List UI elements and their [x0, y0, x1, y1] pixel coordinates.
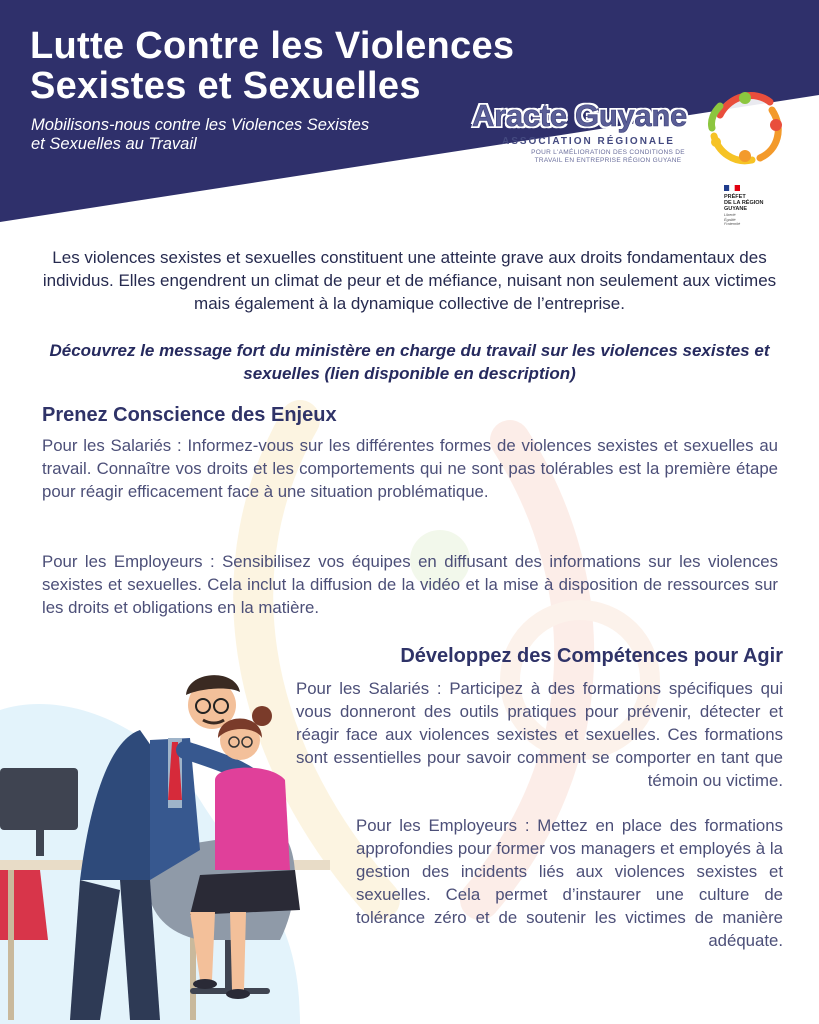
aracte-logo	[472, 80, 792, 190]
section-heading-competences: Développez des Compétences pour Agir	[400, 645, 783, 667]
prefet-line-3: GUYANE	[724, 206, 748, 212]
section2-employeurs-text: Pour les Employeurs : Mettez en place des formations approfondies pour former vos managers et employés à la gestion des incidents liés aux violences sexistes et sexuelles. Cela permet d’instaurer une culture de tolérance zéro et de soutenir les victimes de manière adéquate.	[356, 816, 783, 950]
logo-association: ASSOCIATION RÉGIONALE	[502, 136, 675, 147]
prefet-logo	[724, 185, 794, 227]
prefet-line-2: DE LA RÉGION	[724, 200, 764, 206]
subtitle-line-2: et Sexuelles au Travail	[31, 135, 197, 153]
prefet-motto-3: Fraternité	[724, 222, 741, 226]
marianne-flag-icon	[724, 185, 740, 191]
page-subtitle	[31, 116, 451, 154]
logo-tagline-line-1: POUR L'AMÉLIORATION DES CONDITIONS DE	[531, 149, 685, 156]
video-link-callout: Découvrez le message fort du ministère en charge du travail sur les violences sexistes et sexuelles (lien disponible en description)	[49, 341, 770, 383]
title-line-1: Lutte Contre les Violences	[30, 25, 515, 67]
section2-salaries-text: Pour les Salariés : Participez à des formations spécifiques qui vous donneront des outils pratiques pour prévenir, détecter et réagir face aux violences sexistes et sexuelles. Ces formations sont essentielles pour savoir comment se comporter en tant que témoin ou victime.	[296, 679, 783, 790]
prefet-motto-1: Liberté	[724, 213, 736, 217]
section1-salaries-text: Pour les Salariés : Informez-vous sur les différentes formes de violences sexistes et sexuelles au travail. Connaître vos droits et les comportements qui ne sont pas tolérables est la première étape pour réagir efficacement face à une situation problématique.	[42, 436, 778, 501]
section1-employeurs-text: Pour les Employeurs : Sensibilisez vos équipes en diffusant des informations sur les violences sexistes et sexuelles. Cela inclut la diffusion de la vidéo et la mise à disposition de ressources sur les droits et obligations en la matière.	[42, 552, 778, 617]
logo-tagline	[508, 149, 708, 165]
intro-paragraph: Les violences sexistes et sexuelles constituent une atteinte grave aux droits fondamentaux des individus. Elles engendrent un climat de peur et de méfiance, nuisant non seulement aux victimes mais également à la dynamique collective de l’entreprise.	[42, 248, 777, 313]
office-harassment-illustration	[0, 650, 340, 1024]
section-heading-enjeux: Prenez Conscience des Enjeux	[42, 404, 337, 426]
logo-name: Aracte Guyane	[472, 98, 687, 133]
prefet-line-1: PRÉFET	[724, 194, 746, 200]
logo-tagline-line-2: TRAVAIL EN ENTREPRISE RÉGION GUYANE	[534, 157, 682, 164]
prefet-motto-2: Égalité	[724, 217, 736, 222]
subtitle-line-1: Mobilisons-nous contre les Violences Sexistes	[31, 116, 370, 134]
title-line-2: Sexistes et Sexuelles	[30, 65, 421, 107]
people-circle-logo-icon	[700, 80, 790, 170]
